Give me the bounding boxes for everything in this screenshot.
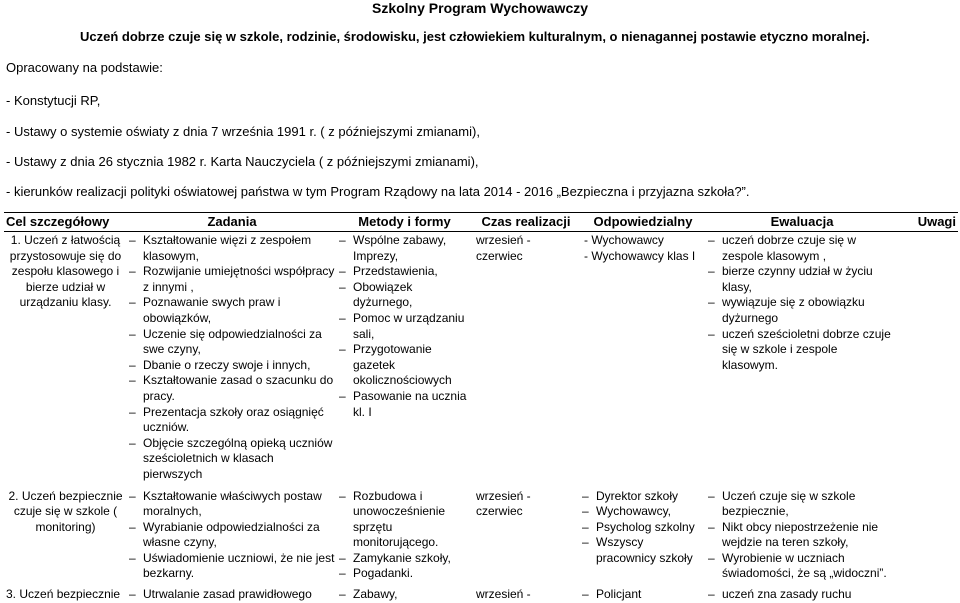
list-item: – Pogadanki. xyxy=(339,566,470,582)
header-notes: Uwagi xyxy=(898,213,958,232)
header-responsible: Odpowiedzialny xyxy=(580,213,706,232)
list-item: – Policjant xyxy=(582,587,704,603)
basis-item: - kierunków realizacji polityki oświatowej państwa w tym Program Rządowy na lata 2014 - 2016 „Bezpieczna i przyjazna szkoła?”. xyxy=(6,184,750,200)
table-row xyxy=(4,488,958,586)
list-item: – Objęcie szczególną opieką uczniów sześcioletnich w klasach pierwszych xyxy=(129,436,335,483)
header-evaluation: Ewaluacja xyxy=(706,213,898,232)
list-item: – Wszyscy pracownicy szkoły xyxy=(582,535,704,566)
list-item: – uczeń dobrze czuje się w zespole klasowym , xyxy=(708,233,896,264)
notes-cell xyxy=(898,232,958,488)
list-item: – Wyrabianie odpowiedzialności za własne czyny, xyxy=(129,520,335,551)
list-item: – wywiązuje się z obowiązku dyżurnego xyxy=(708,295,896,326)
list-item: – Uczenie się odpowiedzialności za swe czyny, xyxy=(129,327,335,358)
list-item: – Zamykanie szkoły, xyxy=(339,551,470,567)
goal-text: Uczeń bezpiecznie czuje się w szkole ( monitoring) xyxy=(14,489,123,534)
table-header-row xyxy=(4,213,958,232)
methods-cell xyxy=(337,232,472,488)
methods-cell xyxy=(337,488,472,586)
list-item: – Dbanie o rzeczy swoje i innych, xyxy=(129,358,335,374)
goal-cell xyxy=(4,488,127,586)
responsible-item: - Wychowawcy klas I xyxy=(582,249,704,265)
mission-statement: Uczeń dobrze czuje się w szkole, rodzinie, środowisku, jest człowiekiem kulturalnym, o nienagannej postawie etyczno moralnej. xyxy=(80,29,870,45)
header-tasks: Zadania xyxy=(127,213,337,232)
document-title: Szkolny Program Wychowawczy xyxy=(0,0,960,16)
header-goal: Cel szczegółowy xyxy=(4,213,127,232)
goal-number: 1. xyxy=(11,233,21,247)
time-text: wrzesień - czerwiec xyxy=(474,233,546,264)
header-methods: Metody i formy xyxy=(337,213,472,232)
methods-cell xyxy=(337,586,472,603)
goal-text: Uczeń bezpiecznie xyxy=(19,587,120,601)
list-item: – Wyrobienie w uczniach świadomości, że są „widoczni”. xyxy=(708,551,896,582)
list-item: – Uświadomienie uczniowi, że nie jest bezkarny. xyxy=(129,551,335,582)
evaluation-cell xyxy=(706,586,898,603)
goal-number: 3. xyxy=(6,587,16,601)
responsible-cell xyxy=(580,232,706,488)
responsible-cell xyxy=(580,586,706,603)
list-item: – Przedstawienia, xyxy=(339,264,470,280)
table-row xyxy=(4,586,958,603)
list-item: – uczeń zna zasady ruchu xyxy=(708,587,896,603)
list-item: – Prezentacja szkoły oraz osiągnięć uczniów. xyxy=(129,405,335,436)
tasks-cell xyxy=(127,488,337,586)
basis-item: - Konstytucji RP, xyxy=(6,93,100,109)
list-item: – Kształtowanie więzi z zespołem klasowym, xyxy=(129,233,335,264)
goal-cell xyxy=(4,586,127,603)
basis-heading: Opracowany na podstawie: xyxy=(6,60,163,76)
list-item: – Przygotowanie gazetek okolicznościowych xyxy=(339,342,470,389)
list-item: – Wspólne zabawy, Imprezy, xyxy=(339,233,470,264)
program-table xyxy=(4,212,958,603)
list-item: – Poznawanie swych praw i obowiązków, xyxy=(129,295,335,326)
list-item: – Utrwalanie zasad prawidłowego xyxy=(129,587,335,603)
notes-cell xyxy=(898,488,958,586)
list-item: – bierze czynny udział w życiu klasy, xyxy=(708,264,896,295)
list-item: – Kształtowanie właściwych postaw moralnych, xyxy=(129,489,335,520)
time-cell xyxy=(472,232,580,488)
table-row xyxy=(4,232,958,488)
list-item: – Wychowawcy, xyxy=(582,504,704,520)
basis-item: - Ustawy z dnia 26 stycznia 1982 r. Karta Nauczyciela ( z późniejszymi zmianami), xyxy=(6,154,479,170)
time-cell xyxy=(472,586,580,603)
evaluation-cell xyxy=(706,232,898,488)
list-item: – uczeń sześcioletni dobrze czuje się w szkole i zespole klasowym. xyxy=(708,327,896,374)
responsible-cell xyxy=(580,488,706,586)
responsible-item: - Wychowawcy xyxy=(582,233,704,249)
tasks-cell xyxy=(127,232,337,488)
goal-cell xyxy=(4,232,127,488)
header-time: Czas realizacji xyxy=(472,213,580,232)
list-item: – Pasowanie na ucznia kl. I xyxy=(339,389,470,420)
time-text: wrzesień - czerwiec xyxy=(474,489,546,520)
goal-text: Uczeń z łatwością przystosowuje się do zespołu klasowego i bierze udział w urządzaniu klasy. xyxy=(10,233,121,309)
time-cell xyxy=(472,488,580,586)
list-item: – Kształtowanie zasad o szacunku do pracy. xyxy=(129,373,335,404)
list-item: – Nikt obcy niepostrzeżenie nie wejdzie na teren szkoły, xyxy=(708,520,896,551)
list-item: – Uczeń czuje się w szkole bezpiecznie, xyxy=(708,489,896,520)
notes-cell xyxy=(898,586,958,603)
goal-number: 2. xyxy=(8,489,18,503)
tasks-cell xyxy=(127,586,337,603)
list-item: – Zabawy, xyxy=(339,587,470,603)
evaluation-cell xyxy=(706,488,898,586)
time-text: wrzesień - xyxy=(474,587,578,603)
list-item: – Pomoc w urządzaniu sali, xyxy=(339,311,470,342)
list-item: – Rozwijanie umiejętności współpracy z innymi , xyxy=(129,264,335,295)
basis-item: - Ustawy o systemie oświaty z dnia 7 września 1991 r. ( z późniejszymi zmianami), xyxy=(6,124,480,140)
list-item: – Obowiązek dyżurnego, xyxy=(339,280,470,311)
list-item: – Rozbudowa i unowocześnienie sprzętu monitorującego. xyxy=(339,489,470,551)
list-item: – Dyrektor szkoły xyxy=(582,489,704,505)
list-item: – Psycholog szkolny xyxy=(582,520,704,536)
